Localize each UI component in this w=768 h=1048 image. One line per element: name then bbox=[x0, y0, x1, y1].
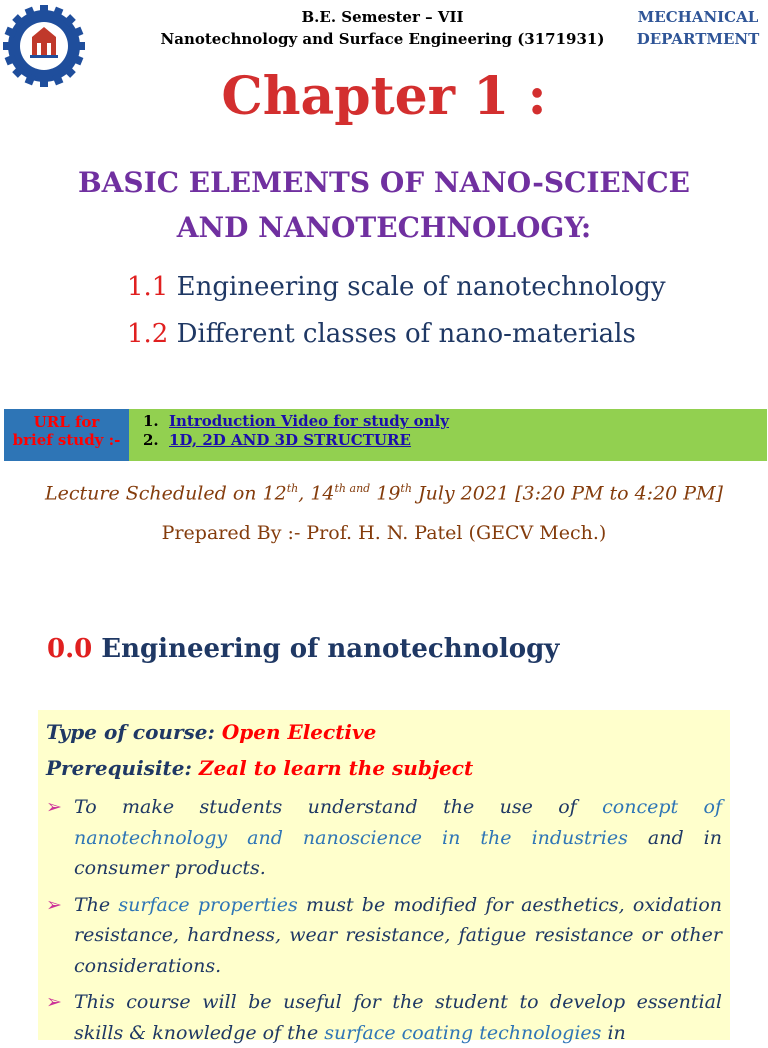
department-line-2: DEPARTMENT bbox=[636, 30, 760, 48]
url-label bbox=[4, 409, 129, 461]
section-heading bbox=[47, 630, 747, 668]
subject-text: Nanotechnology and Surface Engineering (3171931) bbox=[160, 30, 605, 48]
prerequisite-row bbox=[46, 750, 722, 786]
topic-item bbox=[127, 311, 747, 358]
lecture-schedule bbox=[0, 475, 768, 507]
lecture-text: , 14 bbox=[298, 482, 335, 505]
topic-text: Engineering scale of nanotechnology bbox=[168, 272, 666, 302]
arrow-bullet-icon: ➢ bbox=[46, 991, 62, 1013]
topic-item bbox=[127, 264, 747, 311]
lecture-text: July 2021 [3:20 PM to 4:20 PM] bbox=[411, 482, 723, 505]
structure-link[interactable]: 1D, 2D AND 3D STRUCTURE bbox=[169, 431, 411, 449]
highlight-text: concept of nanotechnology and nanoscience in the industries bbox=[74, 796, 723, 849]
url-link-number: 1. bbox=[143, 412, 159, 430]
arrow-bullet-icon: ➢ bbox=[46, 796, 62, 818]
course-info-box bbox=[38, 710, 730, 1044]
arrow-bullet-icon: ➢ bbox=[46, 893, 62, 916]
section-title: Engineering of nanotechnology bbox=[92, 634, 560, 664]
bullet-item bbox=[46, 890, 722, 982]
lecture-sup: th bbox=[286, 482, 299, 495]
chapter-subtitle bbox=[40, 160, 728, 250]
topic-list bbox=[127, 264, 747, 358]
highlight-text: surface coating technologies bbox=[324, 1021, 602, 1044]
course-header bbox=[140, 6, 625, 50]
bullet-item bbox=[46, 987, 722, 1048]
chapter-title: Chapter 1 : bbox=[221, 66, 547, 127]
topic-number: 1.2 bbox=[127, 319, 169, 349]
prepared-by: Prepared By :- Prof. H. N. Patel (GECV Mech.) bbox=[161, 522, 607, 544]
department-label bbox=[628, 6, 768, 50]
bullet-item bbox=[46, 792, 722, 884]
section-number: 0.0 bbox=[47, 634, 93, 664]
url-links bbox=[129, 409, 449, 461]
url-link-item bbox=[143, 431, 449, 450]
department-line-1: MECHANICAL bbox=[637, 8, 759, 26]
bullet-text: To make students understand the use of concept of nanotechnology and nanoscience in the industries and in consumer products. bbox=[74, 796, 723, 879]
lecture-text: 19 bbox=[370, 482, 401, 505]
url-study-box bbox=[4, 409, 767, 461]
lecture-sup: th bbox=[400, 482, 412, 495]
highlight-text: surface properties bbox=[118, 893, 298, 916]
course-type-label: Type of course: bbox=[46, 720, 222, 744]
lecture-sup: th and bbox=[334, 482, 371, 495]
course-type-row bbox=[46, 714, 722, 750]
url-link-number: 2. bbox=[143, 431, 159, 449]
url-label-line-1: URL for bbox=[33, 413, 100, 431]
intro-video-link[interactable]: Introduction Video for study only bbox=[169, 412, 449, 430]
semester-text: B.E. Semester – VII bbox=[301, 8, 464, 26]
course-type-value: Open Elective bbox=[221, 720, 377, 744]
bullet-text: This course will be useful for the student to develop essential skills & knowledge of the surface coating technologies in bbox=[74, 991, 722, 1044]
subtitle-line-1: BASIC ELEMENTS OF NANO-SCIENCE bbox=[78, 166, 690, 199]
topic-number: 1.1 bbox=[127, 272, 169, 302]
lecture-text: Lecture Scheduled on 12 bbox=[45, 482, 287, 505]
prerequisite-label: Prerequisite: bbox=[46, 756, 199, 780]
url-link-item bbox=[143, 412, 449, 431]
prerequisite-value: Zeal to learn the subject bbox=[198, 756, 474, 780]
url-label-line-2: brief study :- bbox=[12, 431, 121, 449]
subtitle-line-2: AND NANOTECHNOLOGY: bbox=[176, 211, 592, 244]
bullet-text: The surface properties must be modified for aesthetics, oxidation resistance, hardness, wear resistance, fatigue resistance or other considerations. bbox=[74, 893, 722, 977]
topic-text: Different classes of nano-materials bbox=[168, 319, 636, 349]
